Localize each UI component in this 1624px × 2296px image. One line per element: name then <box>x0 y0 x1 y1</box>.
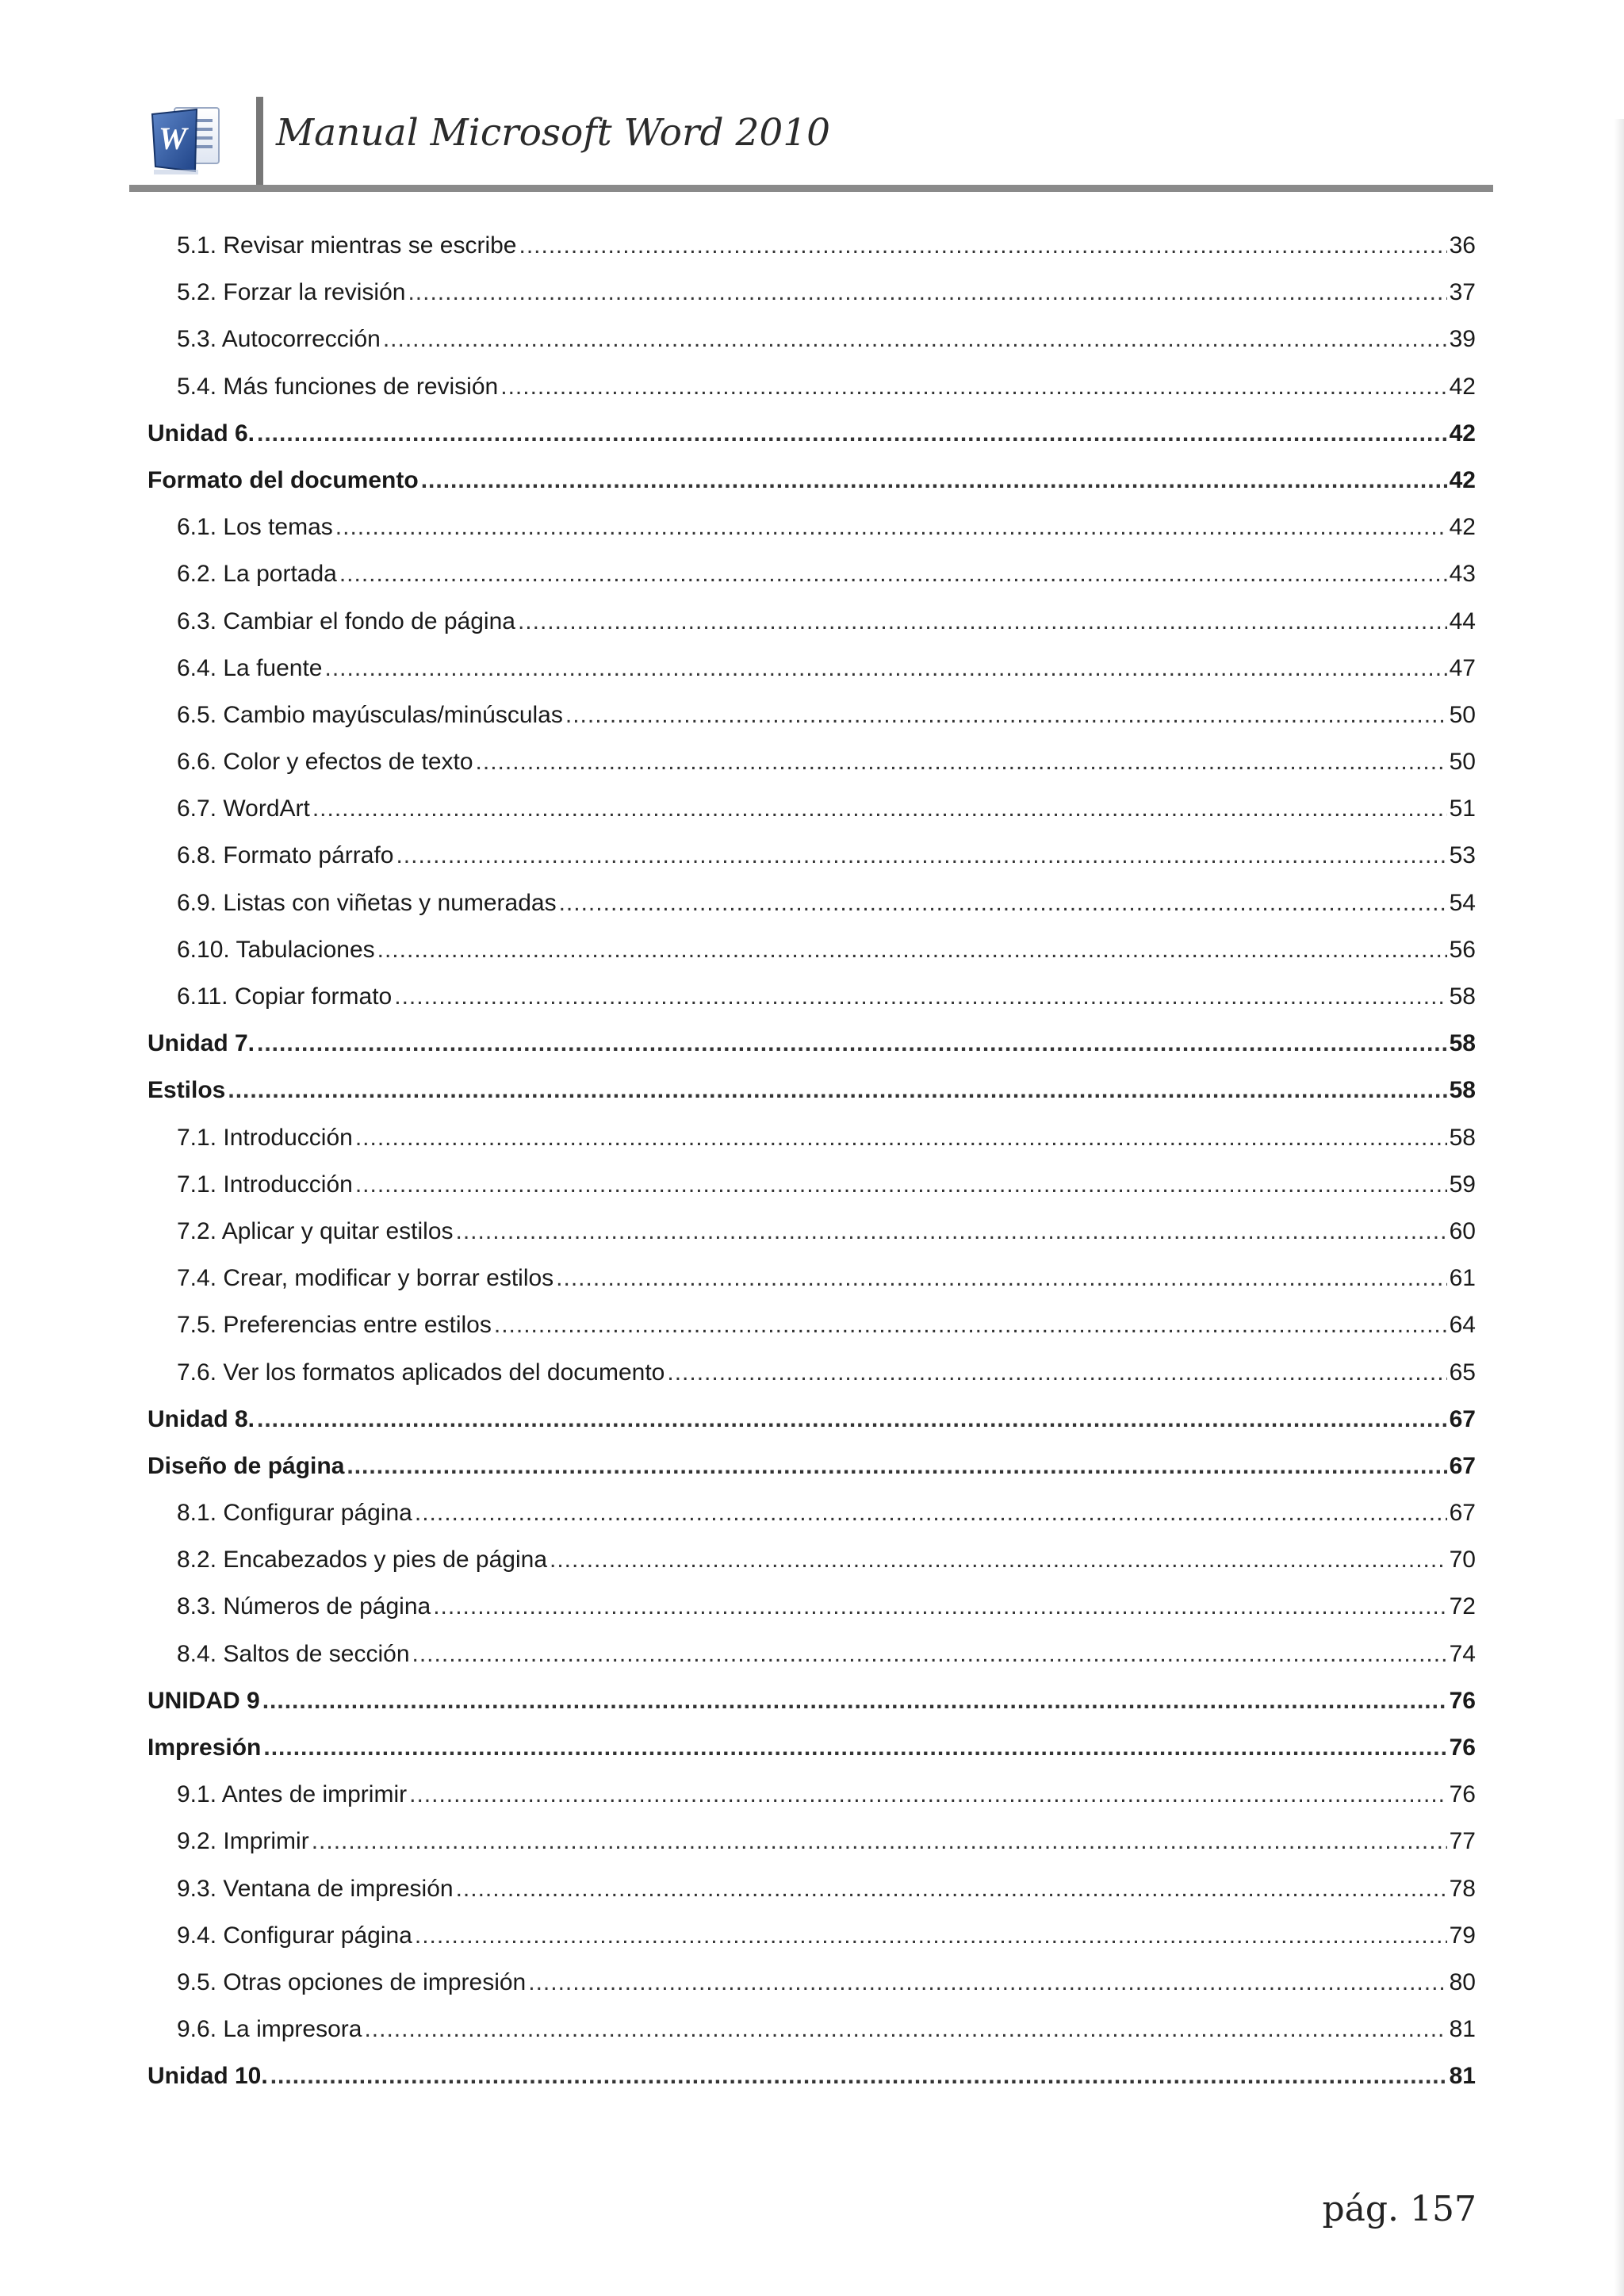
toc-entry-title: 5.1. Revisar mientras se escribe <box>177 232 517 259</box>
toc-dot-leader <box>408 269 1446 316</box>
header-divider <box>256 97 263 186</box>
toc-entry-title: 7.1. Introducción <box>177 1124 353 1151</box>
toc-dot-leader <box>257 1020 1447 1067</box>
toc-page-number: 54 <box>1449 889 1476 916</box>
toc-entry-title: UNIDAD 9 <box>147 1687 260 1714</box>
toc-page-number: 59 <box>1449 1171 1476 1198</box>
toc-entry[interactable] <box>147 1583 1476 1630</box>
toc-dot-leader <box>667 1349 1446 1396</box>
toc-heading-entry[interactable] <box>147 1443 1476 1489</box>
toc-entry-title: 8.2. Encabezados y pies de página <box>177 1547 548 1573</box>
toc-dot-leader <box>257 1396 1447 1443</box>
toc-page-number: 65 <box>1449 1359 1476 1386</box>
toc-dot-leader <box>556 1255 1446 1301</box>
toc-page-number: 76 <box>1449 1781 1476 1808</box>
toc-entry-title: Impresión <box>147 1734 262 1761</box>
toc-page-number: 72 <box>1449 1593 1476 1620</box>
toc-dot-leader <box>325 645 1447 692</box>
toc-entry[interactable] <box>147 1114 1476 1161</box>
toc-page-number: 81 <box>1449 2016 1476 2043</box>
toc-entry[interactable] <box>147 738 1476 785</box>
toc-page-number: 67 <box>1449 1500 1476 1527</box>
toc-dot-leader <box>476 738 1447 785</box>
toc-entry-title: 9.4. Configurar página <box>177 1922 412 1949</box>
toc-dot-leader <box>456 1865 1447 1912</box>
toc-entry[interactable] <box>147 645 1476 692</box>
toc-dot-leader <box>270 2053 1447 2099</box>
toc-page-number: 60 <box>1449 1217 1476 1244</box>
toc-heading-entry[interactable] <box>147 410 1476 457</box>
toc-entry[interactable] <box>147 598 1476 645</box>
toc-dot-leader <box>421 457 1447 504</box>
toc-entry-title: 8.3. Números de página <box>177 1593 431 1620</box>
toc-page-number: 50 <box>1449 749 1476 776</box>
toc-page-number: 39 <box>1449 326 1476 353</box>
toc-dot-leader <box>312 785 1447 832</box>
toc-page-number: 81 <box>1449 2063 1476 2090</box>
toc-entry-title: 9.5. Otras opciones de impresión <box>177 1968 527 1995</box>
toc-dot-leader <box>559 880 1447 926</box>
page-number: pág. 157 <box>1322 2189 1477 2229</box>
page-title: Manual Microsoft Word 2010 <box>276 111 831 155</box>
toc-dot-leader <box>494 1301 1447 1348</box>
toc-heading-entry[interactable] <box>147 1724 1476 1771</box>
toc-entry-title: 6.11. Copiar formato <box>177 983 393 1010</box>
toc-heading-entry[interactable] <box>147 457 1476 504</box>
toc-dot-leader <box>377 926 1447 973</box>
toc-page-number: 80 <box>1449 1968 1476 1995</box>
toc-page-number: 51 <box>1449 795 1476 822</box>
toc-entry-title: 6.9. Listas con viñetas y numeradas <box>177 889 557 916</box>
toc-dot-leader <box>347 1443 1446 1489</box>
toc-page-number: 58 <box>1449 983 1476 1010</box>
toc-entry-title: 6.7. WordArt <box>177 795 310 822</box>
toc-entry-title: 6.4. La fuente <box>177 654 323 681</box>
page-header <box>0 0 1624 194</box>
toc-dot-leader <box>228 1067 1446 1114</box>
toc-heading-entry[interactable] <box>147 1396 1476 1443</box>
toc-entry[interactable] <box>147 1208 1476 1255</box>
toc-entry-title: 6.10. Tabulaciones <box>177 936 375 963</box>
toc-entry[interactable] <box>147 1631 1476 1677</box>
toc-dot-leader <box>500 363 1446 410</box>
toc-dot-leader <box>257 410 1447 457</box>
toc-entry-title: 6.2. La portada <box>177 561 337 588</box>
toc-dot-leader <box>355 1161 1447 1208</box>
toc-heading-entry[interactable] <box>147 1067 1476 1114</box>
toc-page-number: 58 <box>1449 1077 1476 1104</box>
toc-entry-title: 7.1. Introducción <box>177 1171 353 1198</box>
toc-dot-leader <box>396 832 1446 879</box>
toc-entry-title: 5.3. Autocorrección <box>177 326 381 353</box>
toc-entry[interactable] <box>147 1959 1476 2006</box>
toc-page-number: 47 <box>1449 654 1476 681</box>
toc-entry-title: Diseño de página <box>147 1452 345 1479</box>
toc-page-number: 67 <box>1449 1405 1476 1432</box>
toc-entry[interactable] <box>147 1818 1476 1865</box>
toc-entry[interactable] <box>147 504 1476 550</box>
toc-page-number: 76 <box>1449 1734 1476 1761</box>
toc-entry-title: 6.3. Cambiar el fondo de página <box>177 608 515 634</box>
toc-entry[interactable] <box>147 1161 1476 1208</box>
toc-page-number: 67 <box>1449 1452 1476 1479</box>
toc-dot-leader <box>412 1631 1447 1677</box>
toc-entry-title: 6.1. Los temas <box>177 514 333 541</box>
toc-entry[interactable] <box>147 1536 1476 1583</box>
toc-entry-title: Unidad 10. <box>147 2063 268 2090</box>
page-edge-shadow <box>1614 119 1624 2296</box>
toc-entry-title: Unidad 6. <box>147 420 255 447</box>
toc-page-number: 42 <box>1449 466 1476 493</box>
toc-entry[interactable] <box>147 1489 1476 1536</box>
toc-dot-leader <box>339 550 1447 597</box>
toc-entry[interactable] <box>147 222 1476 269</box>
toc-entry-title: 8.1. Configurar página <box>177 1500 412 1527</box>
toc-dot-leader <box>383 316 1447 362</box>
toc-entry-title: Unidad 7. <box>147 1030 255 1057</box>
toc-entry[interactable] <box>147 1912 1476 1959</box>
toc-entry-title: 6.8. Formato párrafo <box>177 842 394 869</box>
toc-dot-leader <box>312 1818 1447 1865</box>
toc-dot-leader <box>550 1536 1447 1583</box>
toc-entry-title: Estilos <box>147 1077 226 1104</box>
toc-entry-title: 9.1. Antes de imprimir <box>177 1781 408 1808</box>
toc-dot-leader <box>528 1959 1446 2006</box>
toc-page-number: 58 <box>1449 1124 1476 1151</box>
toc-entry[interactable] <box>147 880 1476 926</box>
toc-dot-leader <box>456 1208 1447 1255</box>
toc-entry-title: 7.6. Ver los formatos aplicados del documento <box>177 1359 665 1386</box>
toc-entry[interactable] <box>147 1771 1476 1818</box>
toc-dot-leader <box>415 1912 1447 1959</box>
toc-heading-entry[interactable] <box>147 2053 1476 2099</box>
toc-page-number: 42 <box>1449 420 1476 447</box>
toc-dot-leader <box>565 692 1447 738</box>
toc-dot-leader <box>519 222 1447 269</box>
toc-dot-leader <box>415 1489 1447 1536</box>
toc-page-number: 44 <box>1449 608 1476 634</box>
toc-entry-title: 9.3. Ventana de impresión <box>177 1875 454 1902</box>
toc-dot-leader <box>394 973 1446 1020</box>
toc-entry-title: 7.2. Aplicar y quitar estilos <box>177 1217 454 1244</box>
toc-dot-leader <box>433 1583 1446 1630</box>
toc-page-number: 50 <box>1449 701 1476 728</box>
toc-page-number: 64 <box>1449 1312 1476 1339</box>
toc-page-number: 61 <box>1449 1265 1476 1292</box>
toc-dot-leader <box>409 1771 1447 1818</box>
toc-entry[interactable] <box>147 1301 1476 1348</box>
toc-entry[interactable] <box>147 363 1476 410</box>
word-logo-letter: W <box>159 121 187 156</box>
toc-entry-title: 7.5. Preferencias entre estilos <box>177 1312 492 1339</box>
toc-page-number: 74 <box>1449 1640 1476 1667</box>
toc-heading-entry[interactable] <box>147 1677 1476 1724</box>
toc-page-number: 77 <box>1449 1828 1476 1855</box>
toc-page-number: 42 <box>1449 373 1476 400</box>
toc-dot-leader <box>518 598 1447 645</box>
toc-entry-title: 9.6. La impresora <box>177 2016 362 2043</box>
toc-entry[interactable] <box>147 1865 1476 1912</box>
toc-entry[interactable] <box>147 1349 1476 1396</box>
toc-dot-leader <box>364 2006 1446 2053</box>
table-of-contents <box>147 222 1476 2100</box>
toc-entry-title: 6.5. Cambio mayúsculas/minúsculas <box>177 701 563 728</box>
toc-entry[interactable] <box>147 692 1476 738</box>
toc-entry[interactable] <box>147 2006 1476 2053</box>
toc-page-number: 43 <box>1449 561 1476 588</box>
toc-dot-leader <box>335 504 1447 550</box>
toc-page-number: 37 <box>1449 279 1476 306</box>
toc-dot-leader <box>263 1724 1446 1771</box>
toc-entry-title: 5.4. Más funciones de revisión <box>177 373 499 400</box>
toc-page-number: 36 <box>1449 232 1476 259</box>
toc-entry[interactable] <box>147 973 1476 1020</box>
toc-page-number: 56 <box>1449 936 1476 963</box>
toc-entry-title: Unidad 8. <box>147 1405 255 1432</box>
toc-entry-title: 9.2. Imprimir <box>177 1828 309 1855</box>
toc-page-number: 79 <box>1449 1922 1476 1949</box>
toc-page-number: 53 <box>1449 842 1476 869</box>
toc-heading-entry[interactable] <box>147 1020 1476 1067</box>
toc-dot-leader <box>355 1114 1447 1161</box>
toc-entry-title: 5.2. Forzar la revisión <box>177 279 406 306</box>
toc-entry-title: 7.4. Crear, modificar y borrar estilos <box>177 1265 554 1292</box>
toc-page-number: 42 <box>1449 514 1476 541</box>
toc-entry[interactable] <box>147 1255 1476 1301</box>
toc-entry[interactable] <box>147 316 1476 362</box>
toc-entry-title: 8.4. Saltos de sección <box>177 1640 410 1667</box>
toc-entry[interactable] <box>147 926 1476 973</box>
toc-page-number: 58 <box>1449 1030 1476 1057</box>
toc-entry[interactable] <box>147 550 1476 597</box>
toc-page-number: 76 <box>1449 1687 1476 1714</box>
microsoft-word-icon <box>147 103 224 179</box>
toc-entry[interactable] <box>147 269 1476 316</box>
toc-page-number: 70 <box>1449 1547 1476 1573</box>
header-rule <box>129 185 1493 192</box>
toc-entry-title: Formato del documento <box>147 466 419 493</box>
toc-entry[interactable] <box>147 785 1476 832</box>
toc-dot-leader <box>262 1677 1447 1724</box>
toc-entry[interactable] <box>147 832 1476 879</box>
toc-page-number: 78 <box>1449 1875 1476 1902</box>
toc-entry-title: 6.6. Color y efectos de texto <box>177 749 473 776</box>
